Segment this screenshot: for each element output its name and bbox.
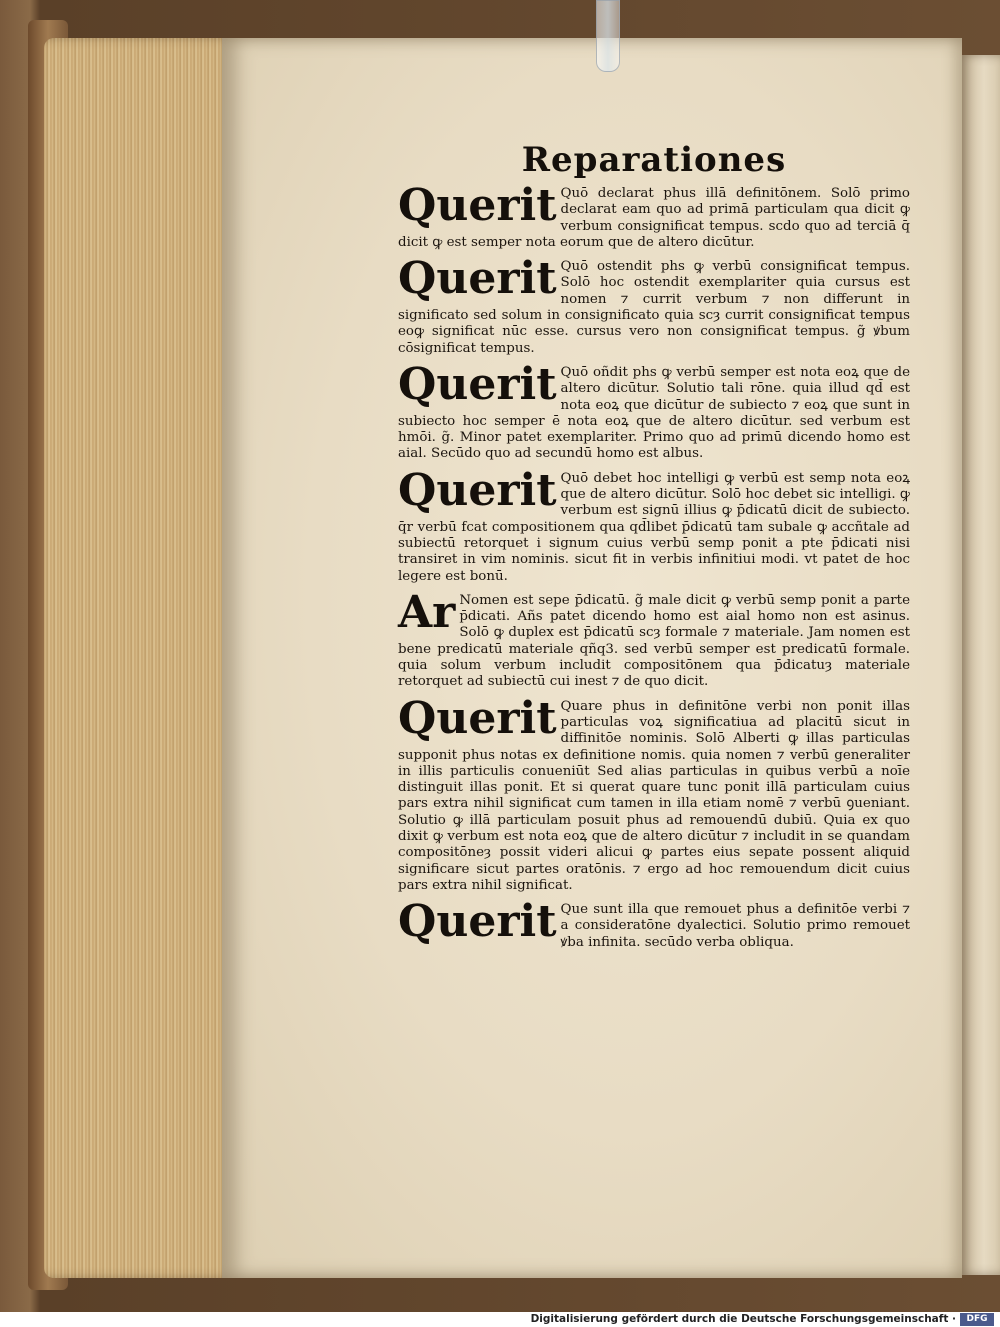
section-initial: Querit: [398, 180, 557, 231]
section-text: Quare phus in definitōne verbi non ponit illas particulas voꝝ significatiua ad placitū sicut in diffinitōe nominis. Solō Alberti ꝙ illas particulas supponit phus notas ex definitione nomis. quia nomen ⁊ verbū generaliter in illis particulis conueniūt Sed alias particulas in quibus verbū a noīe distinguit illas ponit. Et si querat quare tunc ponit illā particulam cuius pars extra nihil significat cum tamen in illa etiam nomē ⁊ verbū ꝯueniant. Solutio ꝙ illā particulam posuit phus ad remouendū dubiū. Quia ex quo dixit ꝙ verbum est nota eoꝝ que de altero dicūtur ⁊ includit in se quandam compositōneȝ possit videri alicui ꝙ partes eius sepate possent aliquid significare sicut partes oratōnis. ⁊ ergo ad hoc remouendum dicit cuius pars extra nihil significat.: [398, 698, 910, 893]
question-section-6: [398, 896, 910, 951]
page-text: [398, 140, 910, 959]
section-initial: Querit: [398, 896, 557, 948]
section-text: Quō ostendit phs ꝙ verbū consignificat tempus. Solō hoc ostendit exemplariter quia cursus est nomen ⁊ currit verbum ⁊ non differunt in significato sed solum in consignificato quia scȝ currit consignificat tempus eoꝙ significat nūc esse. cursus vero non consignificat tempus. g̃ ꝟbum cōsignificat tempus.: [398, 259, 910, 356]
facing-page-edge: [960, 55, 1000, 1275]
funding-credit: Digitalisierung gefördert durch die Deutsche Forschungsgemeinschaft ·: [530, 1313, 956, 1325]
question-section-1: [398, 180, 910, 251]
section-initial: Querit: [398, 358, 557, 410]
question-section-4: [398, 464, 910, 585]
question-section-3: [398, 358, 910, 463]
section-initial: Querit: [398, 253, 557, 305]
section-initial: Querit: [398, 464, 557, 516]
question-section-5: [398, 692, 910, 895]
footer-bar: [0, 1312, 1000, 1327]
section-text: Quō oñdit phs ꝙ verbū semper est nota eoꝝ que de altero dicūtur. Solutio tali rōne. quia illud qd̄ est nota eoꝝ que dicūtur de subiecto ⁊ eoꝝ que sunt in subiecto hoc semper ē nota eoꝝ que de altero dicūtur. sed verbum est hmōi. g̃. Minor patet exemplariter. Primo quo ad primū dicendo homo est aial. Secūdo quo ad secundū homo est albus.: [398, 364, 910, 462]
section-text: Quō debet hoc intelligi ꝙ verbū est semp nota eoꝝ que de altero dicūtur. Solō hoc debet sic intelligi. ꝙ verbum est signū illius ꝙ p̄dicatū dicit de subiecto. q̄r verbū fcat compositionem qua qd̄libet p̄dicatū tam subale ꝙ accñtale ad subiectū retorquet i signum cuius verbū semp ponit a pte p̄dicati nisi transiret in vim nominis. sicut fit in verbis infinitiui modi. vt patet de hoc legere est bonū.: [398, 470, 910, 584]
argument-section: [398, 586, 910, 691]
dfg-logo-icon: DFG: [960, 1313, 994, 1326]
section-initial: Ar: [398, 586, 456, 638]
question-section-2: [398, 253, 910, 357]
bookmark-clip-icon: [596, 0, 620, 72]
section-initial: Querit: [398, 692, 557, 744]
running-head: Reparationes: [521, 140, 787, 180]
section-text: Quō declarat phus illā definitōnem. Solō primo declarat eam quo ad primā particulam qua dicit ꝙ verbum consignificat tempus. scdo quo ad terciā q̄ dicit ꝙ est semper nota eorum que de altero dicūtur.: [398, 186, 910, 250]
section-text: Nomen est sepe p̄dicatū. g̃ male dicit ꝙ verbū semp ponit a parte p̄dicati. Añs patet dicendo homo est aial homo non est asinus. Solō ꝙ duplex est p̄dicatū scȝ formale ⁊ materiale. Jam nomen est bene predicatū materiale qñq3. sed verbū semper est predicatū formale. quia solum verbum includit compositōnem qua p̄dicatuȝ materiale retorquet ad subiectū cui inest ⁊ de quo dicit.: [398, 592, 910, 690]
section-text: Que sunt illa que remouet phus a definitōe verbi ⁊ a consideratōne dyalectici. Solutio primo remouet ꝟba infinita. secūdo verba obliqua.: [560, 902, 910, 950]
page-edges: [44, 38, 234, 1278]
